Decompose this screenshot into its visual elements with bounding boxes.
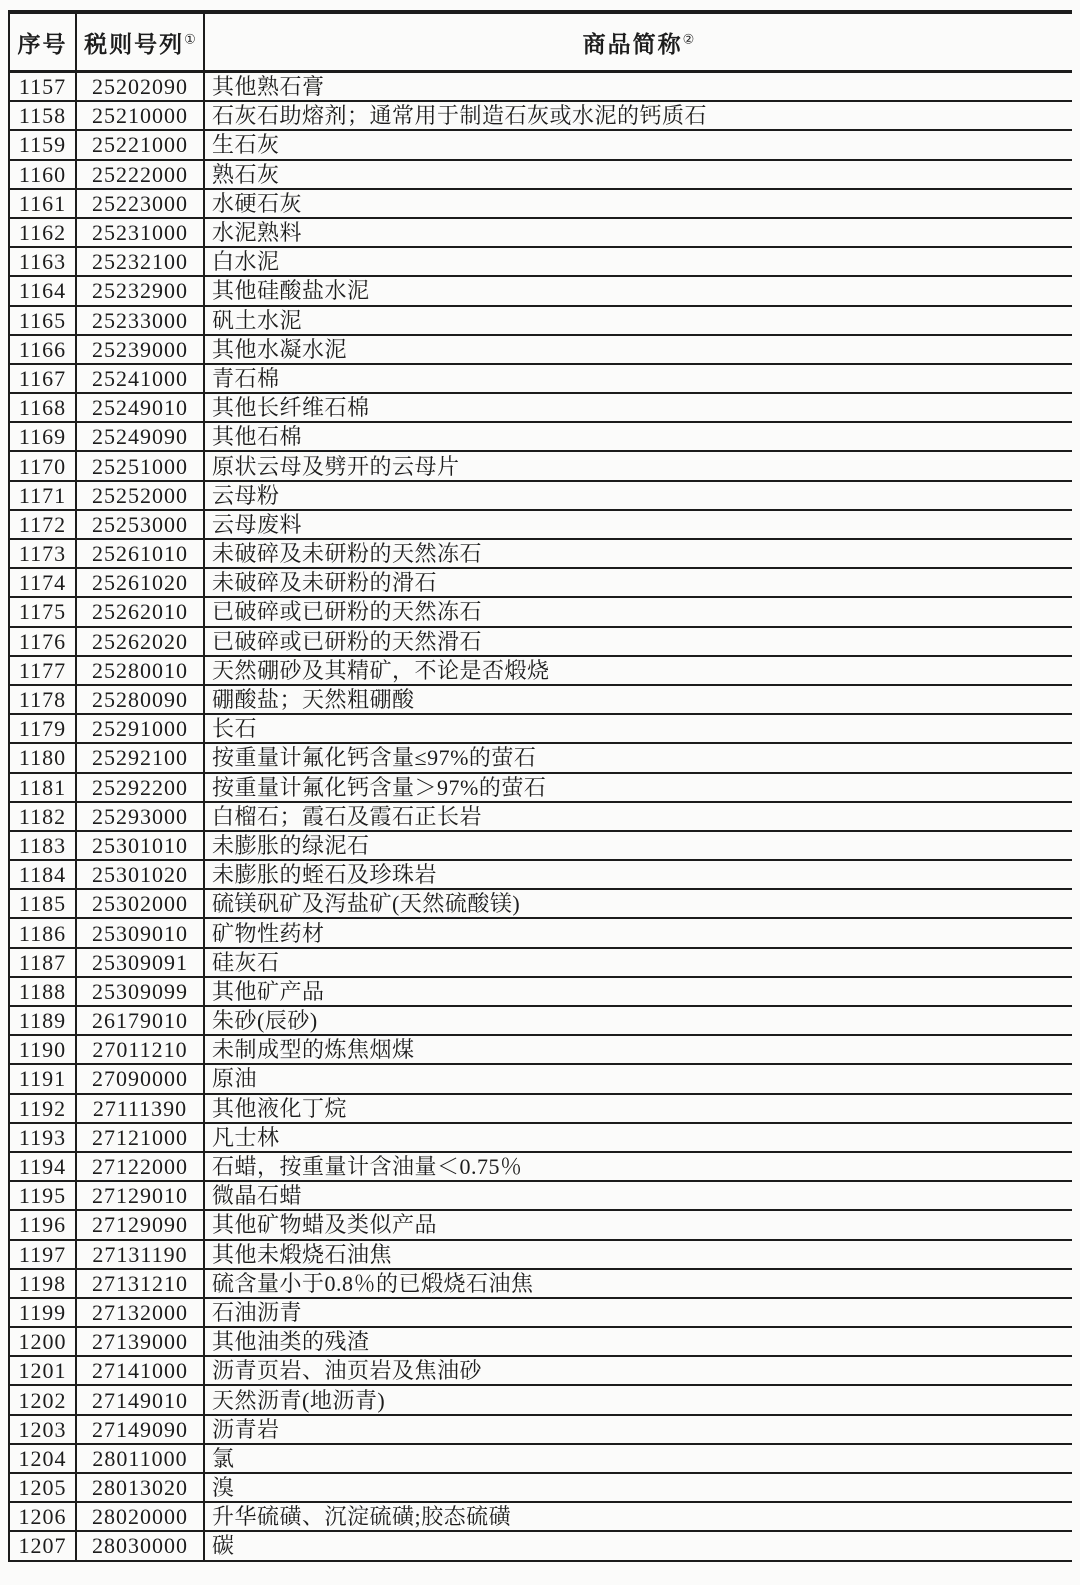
table-row <box>9 977 1072 1006</box>
tariff-code-cell: 25262020 <box>76 627 204 656</box>
serial-number-cell: 1170 <box>9 451 76 480</box>
tariff-code-cell: 25309099 <box>76 977 204 1006</box>
serial-number-cell: 1183 <box>9 831 76 860</box>
product-name-cell: 长石 <box>204 714 1072 743</box>
serial-number-cell: 1167 <box>9 364 76 393</box>
serial-number-cell: 1188 <box>9 977 76 1006</box>
serial-number-cell: 1199 <box>9 1298 76 1327</box>
tariff-code-cell: 27011210 <box>76 1035 204 1064</box>
tariff-code-cell: 25292200 <box>76 773 204 802</box>
table-row <box>9 393 1072 422</box>
tariff-code-cell: 27149010 <box>76 1385 204 1414</box>
tariff-code-cell: 27131190 <box>76 1240 204 1269</box>
serial-number-cell: 1196 <box>9 1210 76 1239</box>
product-name-cell: 白榴石；霞石及霞石正长岩 <box>204 802 1072 831</box>
product-name-cell: 按重量计氟化钙含量＞97%的萤石 <box>204 773 1072 802</box>
product-name-cell: 其他长纤维石棉 <box>204 393 1072 422</box>
tariff-code-cell: 25262010 <box>76 597 204 626</box>
header-product-name-label: 商品简称 <box>582 31 683 57</box>
product-name-cell: 原状云母及劈开的云母片 <box>204 451 1072 480</box>
table-row <box>9 1094 1072 1123</box>
tariff-code-cell: 25249090 <box>76 422 204 451</box>
product-name-cell: 未膨胀的绿泥石 <box>204 831 1072 860</box>
product-name-cell: 云母废料 <box>204 510 1072 539</box>
product-name-cell: 硫含量小于0.8％的已煅烧石油焦 <box>204 1269 1072 1298</box>
tariff-code-cell: 25249010 <box>76 393 204 422</box>
header-product-name-superscript: ② <box>682 30 695 46</box>
table-row <box>9 101 1072 130</box>
header-row <box>9 12 1072 72</box>
serial-number-cell: 1202 <box>9 1385 76 1414</box>
table-row <box>9 1385 1072 1414</box>
product-name-cell: 硫镁矾矿及泻盐矿(天然硫酸镁) <box>204 889 1072 918</box>
table-row <box>9 306 1072 335</box>
table-row <box>9 685 1072 714</box>
header-product-name <box>204 12 1072 72</box>
tariff-code-cell: 28030000 <box>76 1531 204 1560</box>
tariff-code-cell: 25221000 <box>76 130 204 159</box>
serial-number-cell: 1205 <box>9 1473 76 1502</box>
serial-number-cell: 1174 <box>9 568 76 597</box>
serial-number-cell: 1191 <box>9 1064 76 1093</box>
tariff-code-cell: 25232100 <box>76 247 204 276</box>
serial-number-cell: 1161 <box>9 189 76 218</box>
tariff-code-cell: 25261010 <box>76 539 204 568</box>
header-tariff-code-superscript: ① <box>184 30 196 46</box>
product-name-cell: 天然硼砂及其精矿，不论是否煅烧 <box>204 656 1072 685</box>
serial-number-cell: 1178 <box>9 685 76 714</box>
tariff-code-cell: 27122000 <box>76 1152 204 1181</box>
product-name-cell: 未破碎及未研粉的滑石 <box>204 568 1072 597</box>
tariff-code-cell: 25301010 <box>76 831 204 860</box>
product-name-cell: 其他石棉 <box>204 422 1072 451</box>
product-name-cell: 其他矿物蜡及类似产品 <box>204 1210 1072 1239</box>
tariff-code-cell: 25223000 <box>76 189 204 218</box>
serial-number-cell: 1162 <box>9 218 76 247</box>
serial-number-cell: 1177 <box>9 656 76 685</box>
serial-number-cell: 1185 <box>9 889 76 918</box>
table-row <box>9 889 1072 918</box>
tariff-code-cell: 28011000 <box>76 1444 204 1473</box>
tariff-code-cell: 28013020 <box>76 1473 204 1502</box>
serial-number-cell: 1166 <box>9 335 76 364</box>
product-name-cell: 白水泥 <box>204 247 1072 276</box>
table-row <box>9 918 1072 947</box>
product-name-cell: 已破碎或已研粉的天然滑石 <box>204 627 1072 656</box>
table-row <box>9 276 1072 305</box>
table-row <box>9 1502 1072 1531</box>
tariff-table-container <box>8 10 1072 1562</box>
table-row <box>9 1531 1072 1560</box>
product-name-cell: 碳 <box>204 1531 1072 1560</box>
product-name-cell: 其他液化丁烷 <box>204 1094 1072 1123</box>
serial-number-cell: 1172 <box>9 510 76 539</box>
product-name-cell: 石灰石助熔剂；通常用于制造石灰或水泥的钙质石 <box>204 101 1072 130</box>
serial-number-cell: 1175 <box>9 597 76 626</box>
product-name-cell: 氯 <box>204 1444 1072 1473</box>
tariff-code-cell: 25231000 <box>76 218 204 247</box>
product-name-cell: 其他熟石膏 <box>204 72 1072 102</box>
product-name-cell: 按重量计氟化钙含量≤97%的萤石 <box>204 743 1072 772</box>
tariff-code-cell: 25252000 <box>76 481 204 510</box>
product-name-cell: 其他水凝水泥 <box>204 335 1072 364</box>
tariff-code-cell: 25309091 <box>76 948 204 977</box>
product-name-cell: 其他硅酸盐水泥 <box>204 276 1072 305</box>
serial-number-cell: 1189 <box>9 1006 76 1035</box>
tariff-code-cell: 25291000 <box>76 714 204 743</box>
tariff-code-cell: 27090000 <box>76 1064 204 1093</box>
table-row <box>9 1240 1072 1269</box>
tariff-code-cell: 25293000 <box>76 802 204 831</box>
product-name-cell: 天然沥青(地沥青) <box>204 1385 1072 1414</box>
tariff-table <box>8 10 1072 1562</box>
serial-number-cell: 1179 <box>9 714 76 743</box>
serial-number-cell: 1186 <box>9 918 76 947</box>
table-row <box>9 481 1072 510</box>
table-row <box>9 510 1072 539</box>
serial-number-cell: 1176 <box>9 627 76 656</box>
product-name-cell: 凡士林 <box>204 1123 1072 1152</box>
product-name-cell: 石蜡，按重量计含油量＜0.75％ <box>204 1152 1072 1181</box>
tariff-code-cell: 27131210 <box>76 1269 204 1298</box>
tariff-code-cell: 25241000 <box>76 364 204 393</box>
serial-number-cell: 1165 <box>9 306 76 335</box>
tariff-code-cell: 25232900 <box>76 276 204 305</box>
table-row <box>9 656 1072 685</box>
serial-number-cell: 1207 <box>9 1531 76 1560</box>
serial-number-cell: 1164 <box>9 276 76 305</box>
table-row <box>9 422 1072 451</box>
product-name-cell: 硼酸盐；天然粗硼酸 <box>204 685 1072 714</box>
table-row <box>9 451 1072 480</box>
serial-number-cell: 1201 <box>9 1356 76 1385</box>
table-row <box>9 1064 1072 1093</box>
product-name-cell: 沥青页岩、油页岩及焦油砂 <box>204 1356 1072 1385</box>
tariff-code-cell: 25222000 <box>76 160 204 189</box>
table-row <box>9 568 1072 597</box>
tariff-code-cell: 25233000 <box>76 306 204 335</box>
serial-number-cell: 1184 <box>9 860 76 889</box>
serial-number-cell: 1169 <box>9 422 76 451</box>
serial-number-cell: 1187 <box>9 948 76 977</box>
table-row <box>9 1181 1072 1210</box>
tariff-code-cell: 27132000 <box>76 1298 204 1327</box>
product-name-cell: 微晶石蜡 <box>204 1181 1072 1210</box>
tariff-code-cell: 25301020 <box>76 860 204 889</box>
serial-number-cell: 1190 <box>9 1035 76 1064</box>
table-row <box>9 1035 1072 1064</box>
table-row <box>9 743 1072 772</box>
product-name-cell: 溴 <box>204 1473 1072 1502</box>
product-name-cell: 生石灰 <box>204 130 1072 159</box>
table-row <box>9 1473 1072 1502</box>
table-row <box>9 1210 1072 1239</box>
serial-number-cell: 1197 <box>9 1240 76 1269</box>
serial-number-cell: 1168 <box>9 393 76 422</box>
table-row <box>9 831 1072 860</box>
header-tariff-code <box>76 12 204 72</box>
product-name-cell: 水硬石灰 <box>204 189 1072 218</box>
header-serial-label: 序号 <box>17 31 68 57</box>
serial-number-cell: 1200 <box>9 1327 76 1356</box>
serial-number-cell: 1171 <box>9 481 76 510</box>
product-name-cell: 未制成型的炼焦烟煤 <box>204 1035 1072 1064</box>
table-row <box>9 1356 1072 1385</box>
product-name-cell: 青石棉 <box>204 364 1072 393</box>
tariff-code-cell: 25261020 <box>76 568 204 597</box>
serial-number-cell: 1195 <box>9 1181 76 1210</box>
table-row <box>9 773 1072 802</box>
tariff-code-cell: 25292100 <box>76 743 204 772</box>
table-row <box>9 597 1072 626</box>
tariff-code-cell: 25280010 <box>76 656 204 685</box>
table-row <box>9 539 1072 568</box>
table-row <box>9 335 1072 364</box>
table-row <box>9 802 1072 831</box>
tariff-code-cell: 25309010 <box>76 918 204 947</box>
serial-number-cell: 1204 <box>9 1444 76 1473</box>
serial-number-cell: 1160 <box>9 160 76 189</box>
table-row <box>9 130 1072 159</box>
table-row <box>9 218 1072 247</box>
table-row <box>9 189 1072 218</box>
product-name-cell: 硅灰石 <box>204 948 1072 977</box>
serial-number-cell: 1206 <box>9 1502 76 1531</box>
table-row <box>9 627 1072 656</box>
table-row <box>9 1444 1072 1473</box>
tariff-code-cell: 26179010 <box>76 1006 204 1035</box>
serial-number-cell: 1181 <box>9 773 76 802</box>
tariff-code-cell: 27129090 <box>76 1210 204 1239</box>
serial-number-cell: 1192 <box>9 1094 76 1123</box>
tariff-code-cell: 27139000 <box>76 1327 204 1356</box>
product-name-cell: 石油沥青 <box>204 1298 1072 1327</box>
product-name-cell: 熟石灰 <box>204 160 1072 189</box>
tariff-code-cell: 27111390 <box>76 1094 204 1123</box>
tariff-code-cell: 27149090 <box>76 1415 204 1444</box>
product-name-cell: 水泥熟料 <box>204 218 1072 247</box>
table-row <box>9 1327 1072 1356</box>
tariff-code-cell: 25253000 <box>76 510 204 539</box>
product-name-cell: 其他油类的残渣 <box>204 1327 1072 1356</box>
tariff-code-cell: 25280090 <box>76 685 204 714</box>
tariff-code-cell: 25302000 <box>76 889 204 918</box>
product-name-cell: 云母粉 <box>204 481 1072 510</box>
serial-number-cell: 1194 <box>9 1152 76 1181</box>
table-row <box>9 247 1072 276</box>
product-name-cell: 其他矿产品 <box>204 977 1072 1006</box>
product-name-cell: 未破碎及未研粉的天然冻石 <box>204 539 1072 568</box>
tariff-code-cell: 28020000 <box>76 1502 204 1531</box>
table-row <box>9 1269 1072 1298</box>
tariff-code-cell: 25251000 <box>76 451 204 480</box>
serial-number-cell: 1198 <box>9 1269 76 1298</box>
table-row <box>9 1415 1072 1444</box>
product-name-cell: 朱砂(辰砂) <box>204 1006 1072 1035</box>
serial-number-cell: 1180 <box>9 743 76 772</box>
header-tariff-code-label: 税则号列 <box>84 31 185 57</box>
serial-number-cell: 1163 <box>9 247 76 276</box>
table-row <box>9 1298 1072 1327</box>
serial-number-cell: 1159 <box>9 130 76 159</box>
table-row <box>9 1152 1072 1181</box>
tariff-code-cell: 27121000 <box>76 1123 204 1152</box>
product-name-cell: 矾土水泥 <box>204 306 1072 335</box>
tariff-code-cell: 25239000 <box>76 335 204 364</box>
table-row <box>9 1123 1072 1152</box>
tariff-code-cell: 25202090 <box>76 72 204 102</box>
serial-number-cell: 1158 <box>9 101 76 130</box>
product-name-cell: 升华硫磺、沉淀硫磺;胶态硫磺 <box>204 1502 1072 1531</box>
table-row <box>9 948 1072 977</box>
product-name-cell: 矿物性药材 <box>204 918 1072 947</box>
product-name-cell: 未膨胀的蛭石及珍珠岩 <box>204 860 1072 889</box>
serial-number-cell: 1157 <box>9 72 76 102</box>
product-name-cell: 原油 <box>204 1064 1072 1093</box>
table-row <box>9 364 1072 393</box>
table-row <box>9 72 1072 102</box>
table-body <box>9 72 1072 1561</box>
serial-number-cell: 1193 <box>9 1123 76 1152</box>
table-row <box>9 860 1072 889</box>
tariff-code-cell: 25210000 <box>76 101 204 130</box>
tariff-code-cell: 27129010 <box>76 1181 204 1210</box>
product-name-cell: 其他未煅烧石油焦 <box>204 1240 1072 1269</box>
serial-number-cell: 1203 <box>9 1415 76 1444</box>
product-name-cell: 沥青岩 <box>204 1415 1072 1444</box>
table-row <box>9 1006 1072 1035</box>
serial-number-cell: 1173 <box>9 539 76 568</box>
table-row <box>9 160 1072 189</box>
serial-number-cell: 1182 <box>9 802 76 831</box>
table-row <box>9 714 1072 743</box>
product-name-cell: 已破碎或已研粉的天然冻石 <box>204 597 1072 626</box>
tariff-code-cell: 27141000 <box>76 1356 204 1385</box>
header-serial-number <box>9 12 76 72</box>
